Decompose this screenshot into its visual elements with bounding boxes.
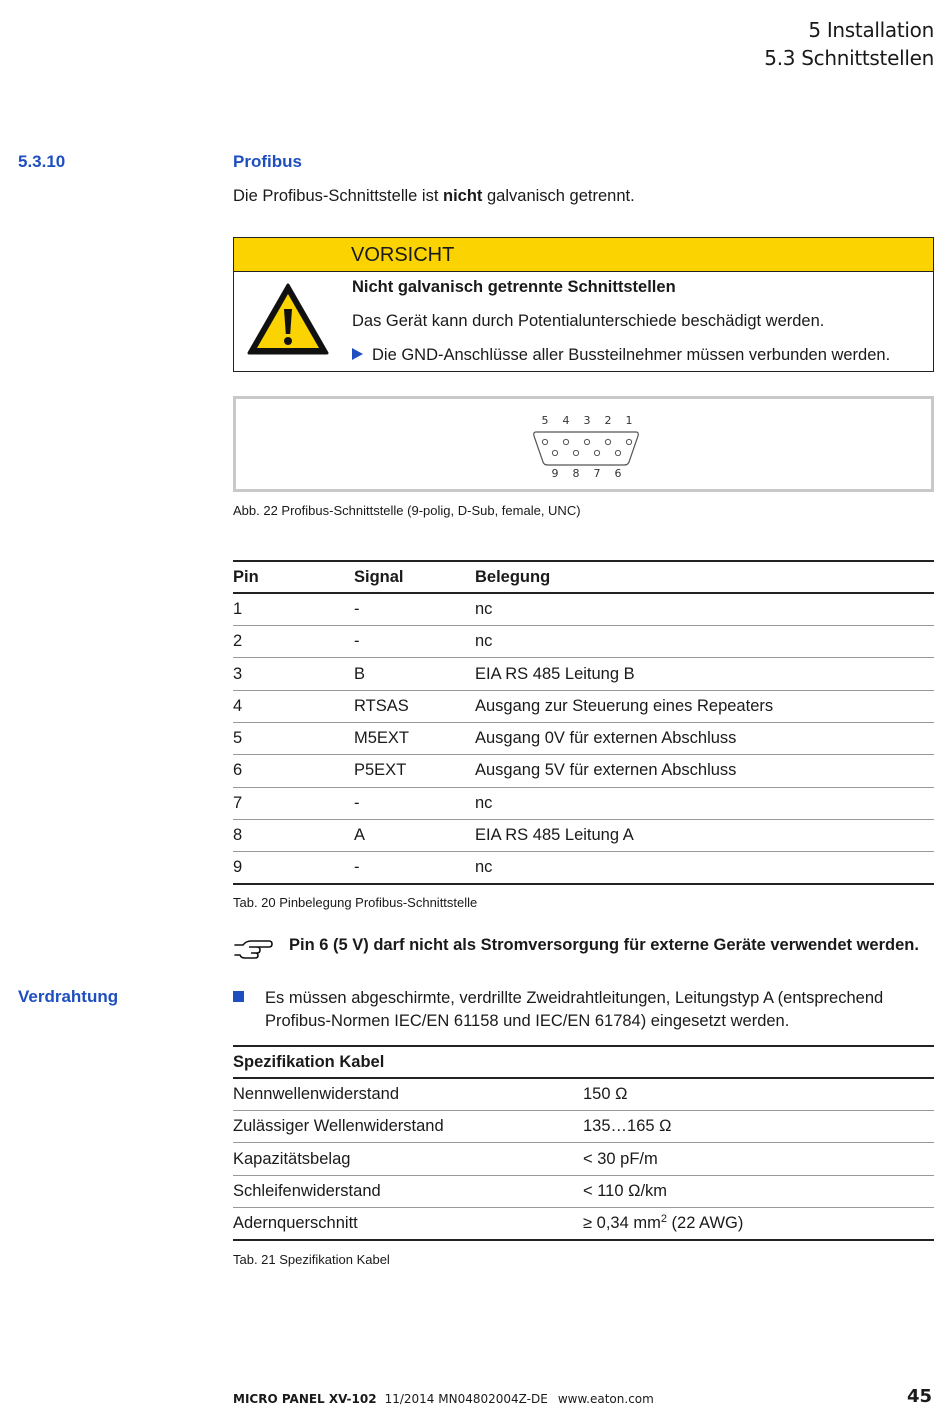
pin-label-7: 7 — [593, 467, 601, 479]
spec-value-cell: 135…165 Ω — [583, 1117, 672, 1136]
signal-cell: P5EXT — [354, 761, 407, 780]
pin-label-9: 9 — [551, 467, 559, 479]
pin-assignment-table — [233, 560, 934, 885]
table-row — [233, 626, 934, 658]
signal-cell: B — [354, 664, 366, 683]
section-number: 5.3.10 — [18, 152, 66, 171]
pointing-hand-icon — [233, 937, 273, 961]
pin-cell: 3 — [233, 664, 243, 683]
caution-action — [352, 346, 890, 365]
table-row — [233, 787, 934, 819]
spec-label-cell: Adernquerschnitt — [233, 1213, 358, 1232]
connector-figure — [233, 396, 934, 492]
spec-value-suffix: (22 AWG) — [666, 1214, 744, 1233]
pin-label-2: 2 — [604, 414, 612, 427]
spec-value-cell — [583, 1207, 934, 1239]
spec-value-superscript: 2 — [660, 1213, 667, 1226]
wiring-bullet-text: Es müssen abgeschirmte, verdrillte Zweidrahtleitungen, Leitungstyp A (entsprechend Profibus-Normen IEC/EN 61158 und IEC/EN 61784) eingesetzt werden. — [265, 989, 884, 1030]
pin-cell: 4 — [233, 696, 243, 715]
table-row — [233, 690, 934, 722]
footer-url: www.eaton.com — [557, 1392, 654, 1406]
pin-cell: 9 — [233, 858, 243, 877]
spec-label-cell: Nennwellenwiderstand — [233, 1085, 400, 1104]
spec-value-cell: < 110 Ω/km — [583, 1181, 668, 1200]
caution-action-text: Die GND-Anschlüsse aller Bussteilnehmer müssen verbunden werden. — [372, 346, 891, 364]
footer-product: MICRO PANEL XV-102 — [233, 1392, 377, 1406]
table-header-row — [233, 561, 934, 593]
assignment-cell: Ausgang 0V für externen Abschluss — [475, 729, 737, 748]
table-row — [233, 1143, 934, 1175]
note-text: Pin 6 (5 V) darf nicht als Stromversorgung für externe Geräte verwendet werden. — [289, 936, 919, 954]
pin-label-8: 8 — [572, 467, 580, 479]
assignment-cell: nc — [475, 793, 493, 812]
pin-label-6: 6 — [614, 467, 622, 479]
dsub-connector-diagram — [530, 413, 642, 479]
column-header-signal: Signal — [354, 567, 404, 586]
section-heading: 5.3 Schnittstellen — [764, 46, 934, 70]
pin-label-4: 4 — [562, 414, 570, 427]
table-row — [233, 593, 934, 625]
page-footer — [233, 1392, 654, 1406]
pin-hole — [552, 450, 557, 455]
warning-triangle-icon — [247, 282, 329, 356]
footer-meta: 11/2014 MN04802004Z-DE — [384, 1392, 548, 1406]
assignment-cell: EIA RS 485 Leitung A — [475, 826, 634, 845]
pin-cell: 6 — [233, 761, 243, 780]
table-header-row — [233, 1046, 934, 1078]
spec-value-main: ≥ 0,34 mm — [583, 1214, 661, 1233]
column-header-pin: Pin — [233, 567, 259, 586]
spec-table-header: Spezifikation Kabel — [233, 1052, 385, 1071]
caution-heading: Nicht galvanisch getrennte Schnittstellen — [352, 278, 676, 296]
pin-cell: 2 — [233, 632, 243, 651]
pin-cell: 5 — [233, 729, 243, 748]
caution-text: Das Gerät kann durch Potentialunterschiede beschädigt werden. — [352, 312, 825, 330]
cable-spec-table — [233, 1045, 934, 1241]
connector-shell — [534, 432, 639, 465]
pin-label-3: 3 — [583, 414, 591, 427]
table-row — [233, 722, 934, 754]
assignment-cell: Ausgang 5V für externen Abschluss — [475, 761, 737, 780]
spec-label-cell: Kapazitätsbelag — [233, 1149, 351, 1168]
assignment-cell: nc — [475, 858, 493, 877]
table-row — [233, 1175, 934, 1207]
table-row — [233, 1078, 934, 1110]
table-row — [233, 819, 934, 851]
intro-text-end: galvanisch getrennt. — [482, 187, 635, 205]
table-row — [233, 755, 934, 787]
chapter-title: 5 Installation — [808, 18, 934, 42]
table-row — [233, 852, 934, 884]
note-box — [233, 935, 934, 965]
spec-value-cell: < 30 pF/m — [583, 1149, 658, 1168]
page-header — [764, 16, 934, 72]
page-number: 45 — [906, 1386, 932, 1407]
assignment-cell: nc — [475, 632, 493, 651]
intro-paragraph — [233, 187, 635, 206]
signal-cell: - — [354, 858, 360, 877]
signal-cell: - — [354, 600, 360, 619]
assignment-cell: nc — [475, 600, 493, 619]
pin-hole — [594, 450, 599, 455]
pin-cell: 8 — [233, 826, 243, 845]
signal-cell: - — [354, 793, 360, 812]
column-header-assignment: Belegung — [475, 567, 551, 586]
pin-label-5: 5 — [541, 414, 549, 427]
pin-hole — [626, 439, 631, 444]
assignment-cell: EIA RS 485 Leitung B — [475, 664, 635, 683]
pin-table-caption: Tab. 20 Pinbelegung Profibus-Schnittstelle — [233, 895, 478, 910]
pin-hole — [542, 439, 547, 444]
spec-label-cell: Schleifenwiderstand — [233, 1181, 381, 1200]
pin-cell: 1 — [233, 600, 243, 619]
arrow-right-icon — [352, 348, 363, 360]
table-row — [233, 1207, 934, 1239]
signal-cell: M5EXT — [354, 729, 410, 748]
square-bullet-icon — [233, 991, 244, 1002]
signal-cell: RTSAS — [354, 696, 409, 715]
intro-emphasis: nicht — [443, 187, 483, 205]
pin-hole — [563, 439, 568, 444]
assignment-cell: Ausgang zur Steuerung eines Repeaters — [475, 696, 774, 715]
pin-hole — [584, 439, 589, 444]
spec-label-cell: Zulässiger Wellenwiderstand — [233, 1117, 444, 1136]
caution-band — [234, 238, 933, 272]
spec-value-cell: 150 Ω — [583, 1085, 628, 1104]
pin-hole — [615, 450, 620, 455]
signal-cell: - — [354, 632, 360, 651]
signal-cell: A — [354, 826, 366, 845]
spec-table-caption: Tab. 21 Spezifikation Kabel — [233, 1252, 390, 1267]
intro-text-start: Die Profibus-Schnittstelle ist — [233, 187, 443, 205]
pin-hole — [573, 450, 578, 455]
table-row — [233, 1111, 934, 1143]
pin-cell: 7 — [233, 793, 243, 812]
figure-caption: Abb. 22 Profibus-Schnittstelle (9-polig, D-Sub, female, UNC) — [233, 503, 581, 518]
section-title: Profibus — [233, 152, 302, 171]
caution-box — [233, 237, 934, 372]
pin-hole — [605, 439, 610, 444]
pin-label-1: 1 — [625, 414, 633, 427]
wiring-side-label: Verdrahtung — [18, 987, 119, 1006]
caution-label: VORSICHT — [351, 244, 455, 266]
table-row — [233, 658, 934, 690]
